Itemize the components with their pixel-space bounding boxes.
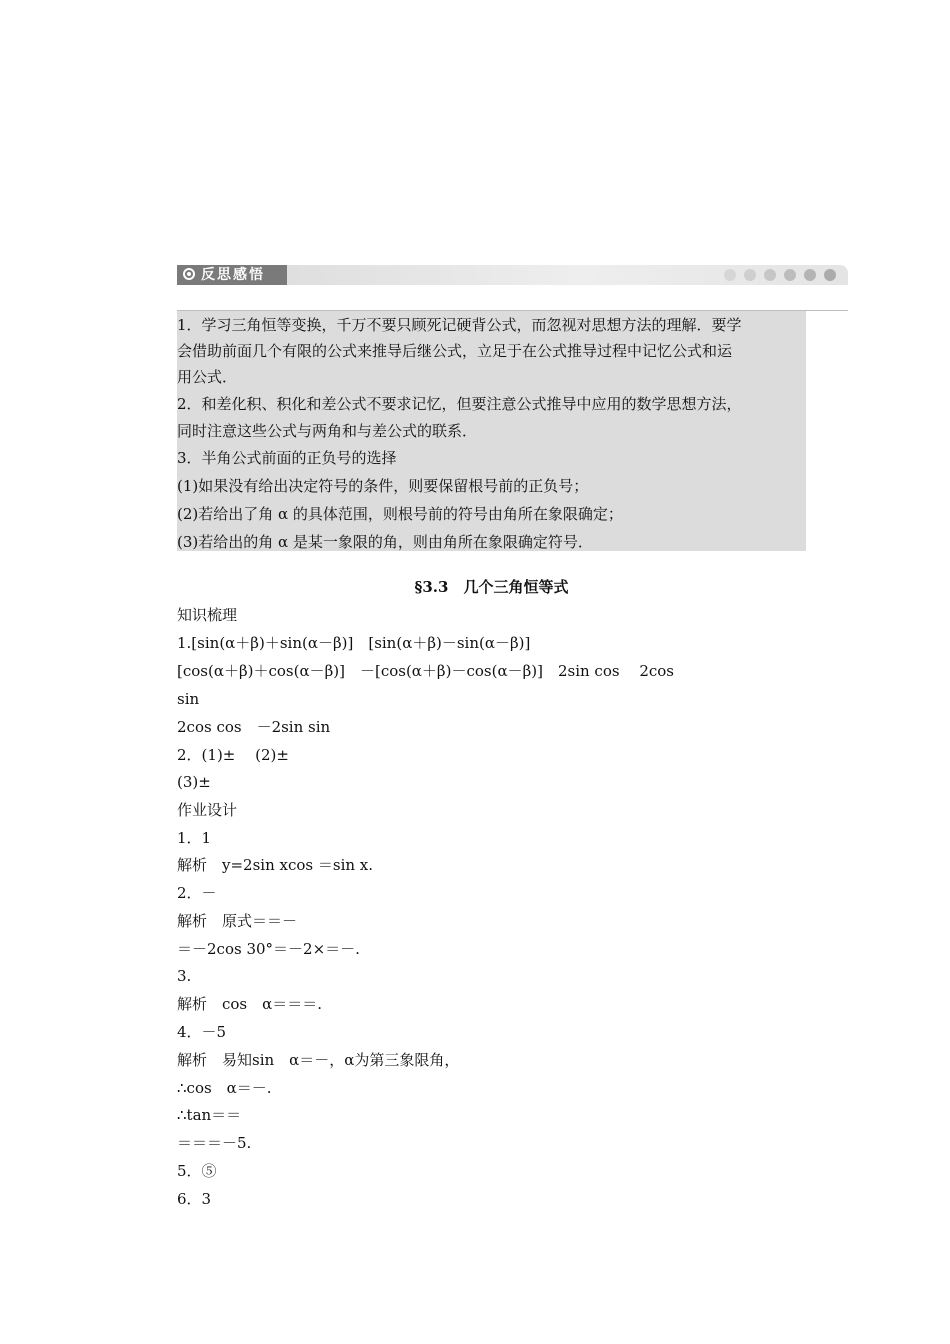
reflection-box (177, 311, 806, 551)
body-line: 2．－ (177, 884, 217, 902)
body-line: 4．－5 (177, 1023, 227, 1041)
reflection-line: 用公式． (177, 368, 238, 386)
section-title: §3.3 几个三角恒等式 (414, 578, 569, 596)
reflection-banner (177, 265, 848, 311)
reflection-line: 2．和差化积、积化和差公式不要求记忆，但要注意公式推导中应用的数学思想方法， (177, 395, 742, 413)
reflection-line: 会借助前面几个有限的公式来推导后继公式，立足于在公式推导过程中记忆公式和运 (177, 342, 733, 360)
dot-icon (724, 269, 736, 281)
body-line: 1.[sin(α＋β)＋sin(α－β)] [sin(α＋β)－sin(α－β)] (177, 634, 531, 652)
body-line: 3. (177, 967, 192, 985)
body-line: ＝＝＝－5. (177, 1134, 252, 1152)
body-line: 6．3 (177, 1190, 212, 1208)
body-line: [cos(α＋β)＋cos(α－β)] －[cos(α＋β)－cos(α－β)] 2sin cos 2cos (177, 662, 674, 680)
body-line: 1．1 (177, 829, 212, 847)
body-line: 2cos cos －2sin sin (177, 718, 331, 736)
dot-icon (784, 269, 796, 281)
dot-icon (764, 269, 776, 281)
reflection-line: 3．半角公式前面的正负号的选择 (177, 449, 397, 467)
dot-icon (804, 269, 816, 281)
banner-tab (177, 265, 287, 285)
dot-icon (824, 269, 836, 281)
reflection-line: (3)若给出的角 α 是某一象限的角，则由角所在象限确定符号． (177, 533, 593, 551)
body-line: 2．(1)± (2)± (177, 746, 289, 764)
reflection-line: (1)如果没有给出决定符号的条件，则要保留根号前的正负号； (177, 477, 589, 495)
body-line: 解析 原式＝＝－ (177, 912, 298, 930)
body-line: (3)± (177, 773, 211, 791)
reflection-line: 1．学习三角恒等变换，千万不要只顾死记硬背公式，而忽视对思想方法的理解．要学 (177, 316, 742, 334)
body-line: 5．⑤ (177, 1162, 217, 1180)
body-line: 知识梳理 (177, 606, 238, 624)
body-line: 作业设计 (177, 801, 238, 819)
banner-underline (177, 285, 848, 311)
body-line: 解析 易知sin α＝－，α为第三象限角， (177, 1051, 460, 1069)
reflection-line: (2)若给出了角 α 的具体范围，则根号前的符号由角所在象限确定； (177, 505, 623, 523)
body-line: ∴cos α＝－. (177, 1079, 272, 1097)
reflection-line: 同时注意这些公式与两角和与差公式的联系． (177, 422, 478, 440)
dot-icon (744, 269, 756, 281)
body-line: ＝－2cos 30°＝－2×＝－. (177, 940, 360, 958)
target-circle-icon (183, 268, 195, 280)
banner-dots (724, 269, 836, 281)
body-line: ∴tan＝＝ (177, 1106, 242, 1124)
body-line: sin (177, 690, 200, 708)
body-line: 解析 cos α＝＝＝. (177, 995, 323, 1013)
body-line: 解析 y=2sin xcos ＝sin x. (177, 856, 374, 874)
banner-title: 反思感悟 (201, 267, 265, 283)
